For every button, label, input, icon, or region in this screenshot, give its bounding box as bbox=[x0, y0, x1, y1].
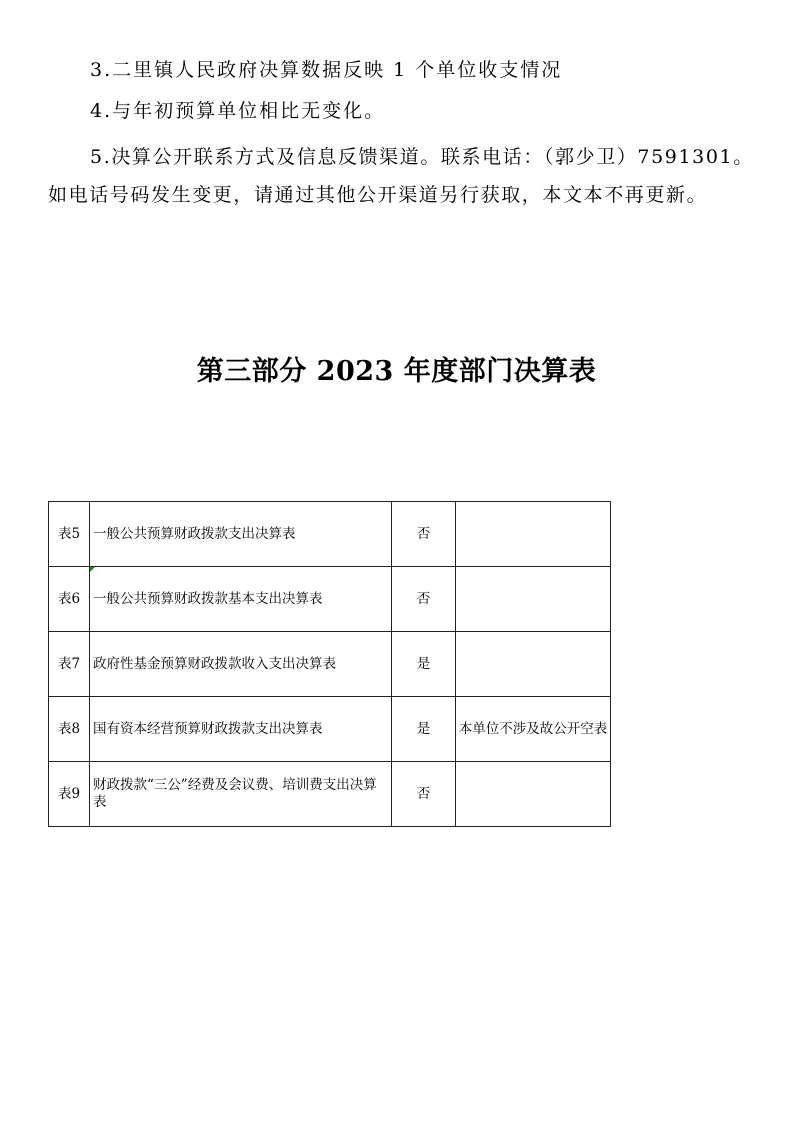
table-number-cell: 表6 bbox=[49, 567, 90, 632]
table-note-cell bbox=[456, 567, 611, 632]
table-row bbox=[49, 632, 611, 697]
paragraph-unit-count: 3.二里镇人民政府决算数据反映 1 个单位收支情况 bbox=[90, 59, 563, 81]
table-row bbox=[49, 502, 611, 567]
table-flag-cell: 否 bbox=[392, 567, 456, 632]
table-row bbox=[49, 762, 611, 827]
table-flag-cell: 是 bbox=[392, 697, 456, 762]
paragraph-budget-unit-change: 4.与年初预算单位相比无变化。 bbox=[90, 100, 386, 122]
table-row bbox=[49, 697, 611, 762]
table-note-cell bbox=[456, 762, 611, 827]
section-title: 第三部分 2023 年度部门决算表 bbox=[196, 356, 597, 387]
table-flag-cell: 否 bbox=[392, 762, 456, 827]
table-name-cell: 一般公共预算财政拨款支出决算表 bbox=[90, 502, 392, 567]
final-accounts-table bbox=[48, 501, 611, 827]
table-name-cell: 财政拨款“三公”经费及会议费、培训费支出决算表 bbox=[90, 762, 392, 827]
table-name-cell: 一般公共预算财政拨款基本支出决算表 bbox=[90, 567, 392, 632]
paragraph-contact-line-1: 5.决算公开联系方式及信息反馈渠道。联系电话：（郭少卫）7591301。 bbox=[90, 146, 754, 168]
table-number-cell: 表7 bbox=[49, 632, 90, 697]
table-name-cell: 国有资本经营预算财政拨款支出决算表 bbox=[90, 697, 392, 762]
table-note-cell: 本单位不涉及故公开空表 bbox=[456, 697, 611, 762]
table-name-cell: 政府性基金预算财政拨款收入支出决算表 bbox=[90, 632, 392, 697]
table-note-cell bbox=[456, 502, 611, 567]
table-row bbox=[49, 567, 611, 632]
table-flag-cell: 否 bbox=[392, 502, 456, 567]
table-note-cell bbox=[456, 632, 611, 697]
paragraph-contact-line-2: 如电话号码发生变更，请通过其他公开渠道另行获取，本文本不再更新。 bbox=[48, 184, 708, 206]
table-number-cell: 表8 bbox=[49, 697, 90, 762]
table-flag-cell: 是 bbox=[392, 632, 456, 697]
table-number-cell: 表9 bbox=[49, 762, 90, 827]
table-number-cell: 表5 bbox=[49, 502, 90, 567]
